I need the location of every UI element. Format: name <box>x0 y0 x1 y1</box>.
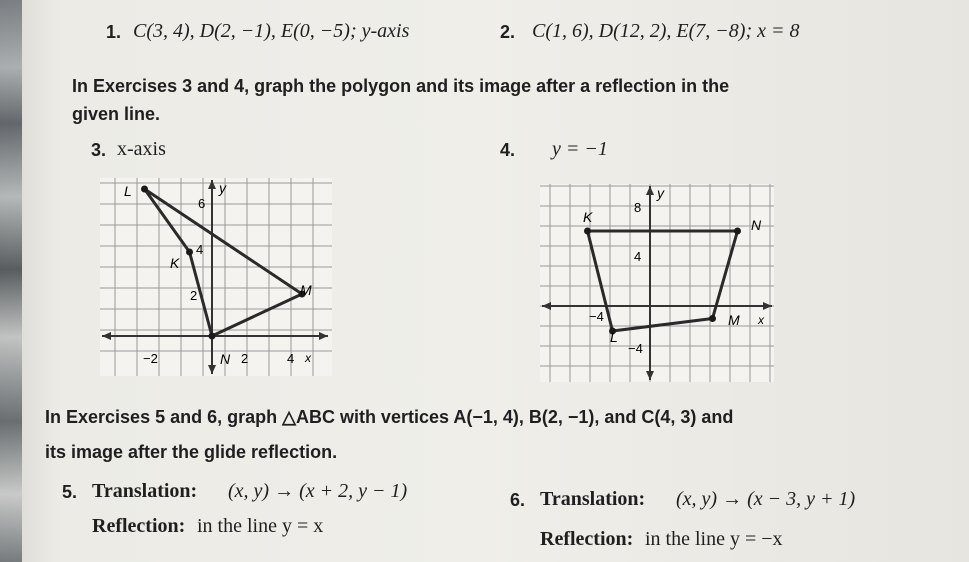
graph-4-point-L-label: L <box>610 329 618 345</box>
instructions-5-6-line1: In Exercises 5 and 6, graph △ABC with vertices A(−1, 4), B(2, −1), and C(4, 3) and <box>45 407 734 427</box>
graph-3-tick-x-neg2: −2 <box>143 351 158 366</box>
graph-3-tick-y-2: 2 <box>190 288 198 303</box>
graph-4-vertex-M <box>709 315 716 322</box>
graph-3-point-K-label: K <box>170 255 180 271</box>
graph-3-tick-x-2: 2 <box>241 351 249 366</box>
graph-exercise-4 <box>540 184 774 382</box>
graph-3-tick-y-6: 6 <box>198 196 206 211</box>
exercise-4-number: 4. <box>500 140 516 160</box>
graph-4-vertex-N <box>734 228 741 235</box>
graph-3-vertex-L <box>141 186 148 193</box>
graph-4-x-label: x <box>758 313 764 327</box>
graph-3-background <box>100 178 332 376</box>
exercise-5-translation-rule: (x, y) → (x + 2, y − 1) <box>228 480 408 502</box>
graph-3-point-N-label: N <box>220 351 231 367</box>
graph-3-point-L-label: L <box>124 183 132 199</box>
exercise-2-number: 2. <box>500 22 516 42</box>
graph-4-point-N-label: N <box>751 217 762 233</box>
instructions-3-4-line2: given line. <box>72 104 161 124</box>
exercise-5-reflection-label: Reflection: <box>92 515 186 537</box>
graph-4-y-label: y <box>657 185 664 201</box>
page-binding-edge <box>0 0 22 562</box>
graph-3-y-label: y <box>219 180 226 196</box>
graph-4-vertex-K <box>584 228 591 235</box>
graph-3-tick-y-4: 4 <box>196 242 204 257</box>
exercise-1-text: C(3, 4), D(2, −1), E(0, −5); y-axis <box>133 20 410 42</box>
graph-4-point-K-label: K <box>583 209 593 225</box>
instructions-5-6-line2: its image after the glide reflection. <box>45 442 338 462</box>
graph-3-vertex-K <box>186 249 193 256</box>
graph-3-x-label: x <box>305 351 311 365</box>
exercise-4-text: y = −1 <box>552 138 608 160</box>
graph-4-tick-y-neg4: −4 <box>628 341 643 356</box>
graph-4-background <box>540 184 774 382</box>
graph-3-vertex-N <box>209 333 216 340</box>
exercise-6-reflection-rule: in the line y = −x <box>645 528 783 550</box>
exercise-6-translation-rule: (x, y) → (x − 3, y + 1) <box>676 488 856 510</box>
exercise-6-translation-label: Translation: <box>540 488 646 510</box>
graph-3-point-M-label: M <box>300 282 312 298</box>
exercise-3-number: 3. <box>91 140 107 160</box>
exercise-5-translation-label: Translation: <box>92 480 198 502</box>
exercise-5-number: 5. <box>62 482 78 502</box>
exercise-6-reflection-label: Reflection: <box>540 528 634 550</box>
graph-4-point-M-label: M <box>728 312 740 328</box>
graph-4-tick-y-8: 8 <box>634 200 642 215</box>
graph-exercise-3 <box>100 178 332 376</box>
graph-4-tick-x-neg4: −4 <box>589 309 604 324</box>
exercise-3-text: x-axis <box>117 138 166 160</box>
graph-4-tick-y-4: 4 <box>634 249 642 264</box>
graph-3-tick-x-4: 4 <box>287 351 295 366</box>
exercise-6-number: 6. <box>510 490 526 510</box>
exercise-5-reflection-rule: in the line y = x <box>197 515 324 537</box>
exercise-2-text: C(1, 6), D(12, 2), E(7, −8); x = 8 <box>532 20 800 42</box>
instructions-3-4-line1: In Exercises 3 and 4, graph the polygon and its image after a reflection in the <box>72 76 730 96</box>
exercise-1-number: 1. <box>106 22 122 42</box>
